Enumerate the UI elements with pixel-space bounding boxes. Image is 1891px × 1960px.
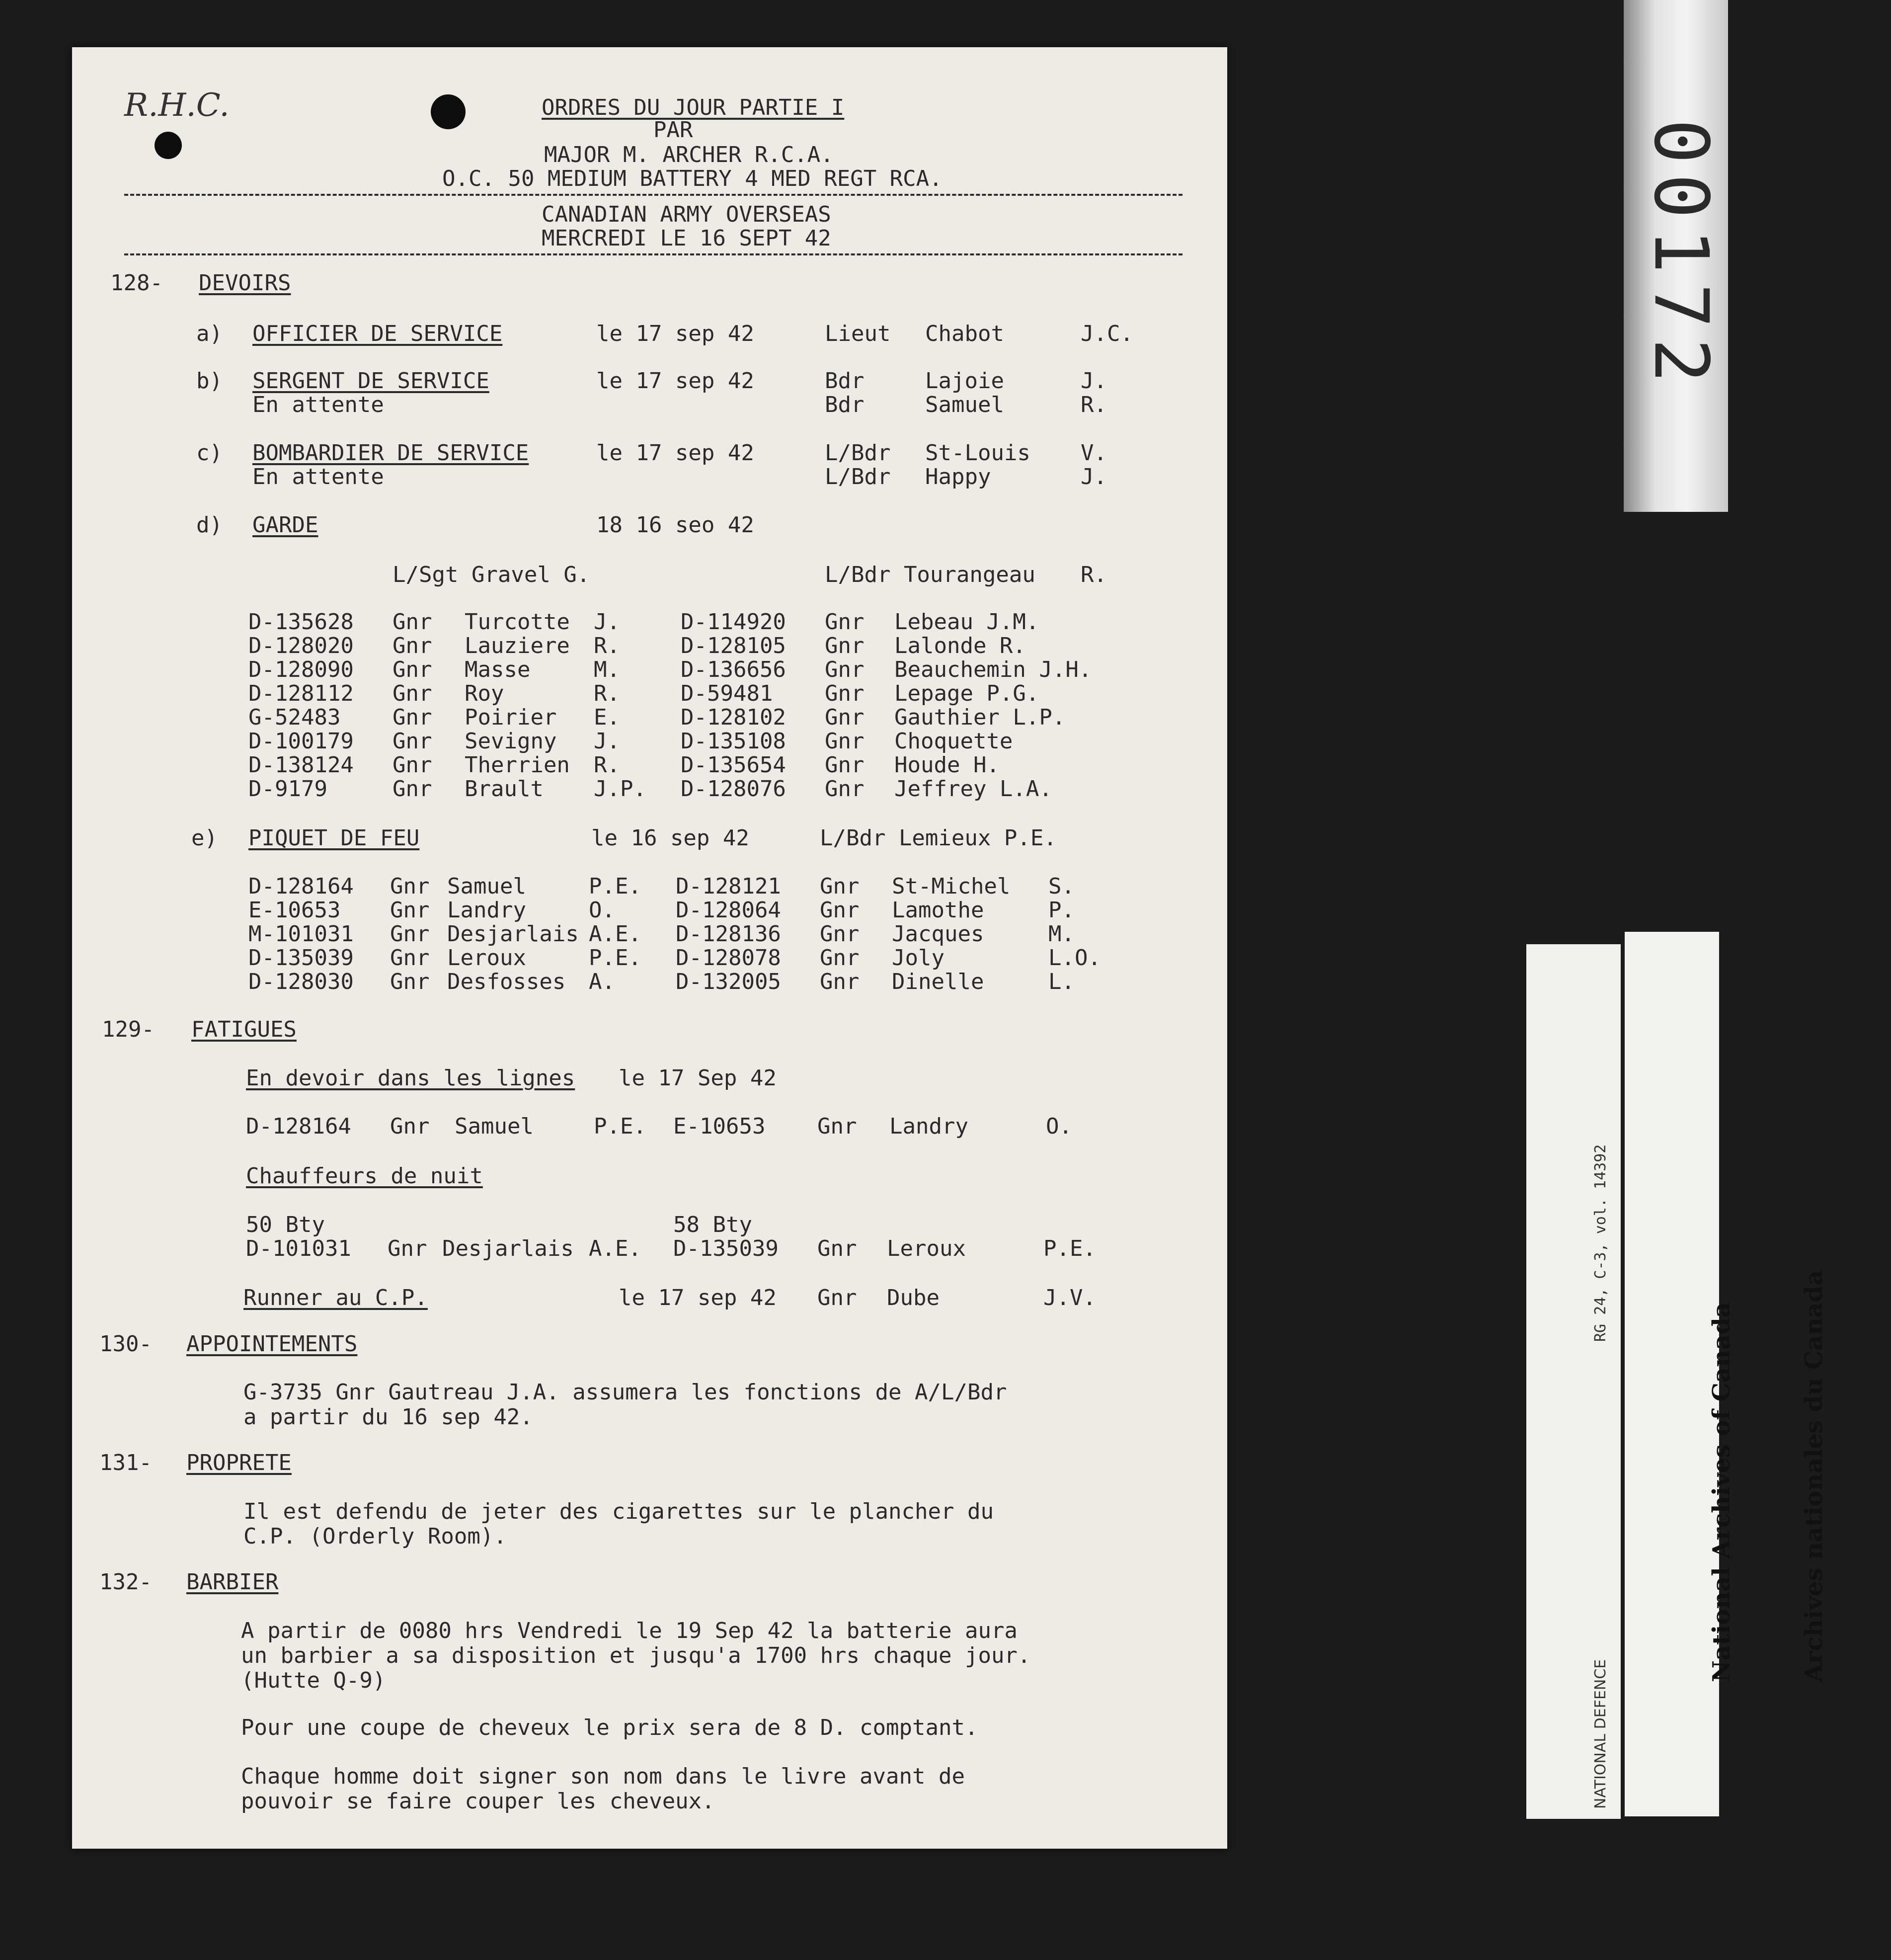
name: Joly [892, 945, 945, 971]
rank: Bdr [825, 368, 865, 394]
rank: Gnr [393, 776, 432, 802]
section-title: DEVOIRS [199, 270, 291, 296]
service-number: D-135654 [681, 752, 786, 778]
subsection-title: Runner au C.P. [243, 1285, 428, 1310]
initials: R. [1081, 392, 1107, 417]
frame-number-text: 00172 [1638, 119, 1725, 393]
punch-hole [155, 132, 182, 159]
item-letter: b) [196, 368, 223, 394]
archives-name [1645, 1210, 1891, 1682]
initials: J. [594, 609, 620, 635]
rank: Gnr [825, 633, 865, 658]
initials: R. [1081, 562, 1107, 587]
rank: Gnr [825, 729, 865, 754]
service-number: D-132005 [676, 969, 781, 994]
name: St-Louis [925, 440, 1030, 466]
body-text: a partir du 16 sep 42. [243, 1404, 533, 1430]
department-line: NATIONAL DEFENCE [1592, 1659, 1609, 1809]
fire-picket-bombardier: L/Bdr Lemieux P.E. [820, 825, 1057, 851]
name: Roy [465, 681, 504, 706]
initials: A.E. [589, 1236, 641, 1261]
service-number: D-128064 [676, 898, 781, 923]
section-title: FATIGUES [191, 1017, 297, 1042]
name: Poirier [465, 705, 557, 730]
service-number: D-128164 [246, 1114, 351, 1139]
name: Happy [925, 464, 991, 490]
initials: P.E. [1043, 1236, 1096, 1261]
name: Samuel [925, 392, 1004, 417]
service-number: G-52483 [248, 705, 341, 730]
item-letter: c) [196, 440, 223, 466]
rank: Bdr [825, 392, 865, 417]
body-text: C.P. (Orderly Room). [243, 1524, 507, 1549]
name: Chabot [925, 321, 1004, 346]
initials: P.E. [594, 1114, 646, 1139]
subsection-title: Chauffeurs de nuit [246, 1163, 483, 1189]
rank: Gnr [390, 969, 430, 994]
name: Dube [887, 1285, 940, 1310]
initials: O. [1046, 1114, 1072, 1139]
name: Choquette [894, 729, 1013, 754]
header-major: MAJOR M. ARCHER R.C.A. [544, 142, 834, 167]
service-number: D-128121 [676, 874, 781, 899]
initials: R. [594, 752, 620, 778]
initials: P. [1048, 898, 1075, 923]
service-number: D-128090 [248, 657, 354, 682]
name: Therrien [465, 752, 570, 778]
body-text: (Hutte Q-9) [241, 1668, 386, 1693]
name: Lebeau J.M. [894, 609, 1039, 635]
item-date: le 17 sep 42 [596, 368, 754, 394]
guard-bombardier: L/Bdr Tourangeau [825, 562, 1035, 587]
item-title: PIQUET DE FEU [248, 825, 420, 851]
section-number: 131- [99, 1450, 152, 1475]
initials: O. [589, 898, 615, 923]
item-title: SERGENT DE SERVICE [252, 368, 489, 394]
section-title: BARBIER [186, 1569, 279, 1595]
name: Houde H. [894, 752, 1000, 778]
battery-label: 58 Bty [673, 1212, 752, 1237]
name: Leroux [887, 1236, 966, 1261]
service-number: D-59481 [681, 681, 773, 706]
name: Gauthier L.P. [894, 705, 1066, 730]
item-date: le 17 sep 42 [596, 440, 754, 466]
service-number: D-128078 [676, 945, 781, 971]
body-text: un barbier a sa disposition et jusqu'a 1700 hrs chaque jour. [241, 1643, 1031, 1668]
item-date: 18 16 seo 42 [596, 512, 754, 538]
initials: A. [589, 969, 615, 994]
initials: R. [594, 681, 620, 706]
initials: A.E. [589, 921, 641, 947]
rank: Gnr [820, 969, 860, 994]
name: Desjarlais [447, 921, 579, 947]
initials: L.O. [1048, 945, 1101, 971]
name: Desfosses [447, 969, 566, 994]
service-number: D-128102 [681, 705, 786, 730]
reference-line: RG 24, C-3, vol. 14392 [1592, 1144, 1609, 1342]
service-number: D-136656 [681, 657, 786, 682]
service-number: D-114920 [681, 609, 786, 635]
name: Lalonde R. [894, 633, 1026, 658]
body-text: A partir de 0080 hrs Vendredi le 19 Sep 42 la batterie aura [241, 1618, 1018, 1643]
service-number: D-135628 [248, 609, 354, 635]
initials: M. [594, 657, 620, 682]
initials: P.E. [589, 874, 641, 899]
standby-label: En attente [252, 392, 384, 417]
divider [124, 194, 1182, 196]
standby-label: En attente [252, 464, 384, 490]
guard-sergeant: L/Sgt Gravel G. [393, 562, 590, 587]
initials: L. [1048, 969, 1075, 994]
item-date: le 16 sep 42 [591, 825, 749, 851]
name: Lamothe [892, 898, 984, 923]
subsection-date: le 17 sep 42 [619, 1285, 777, 1310]
body-text: pouvoir se faire couper les cheveux. [241, 1789, 715, 1814]
subsection-date: le 17 Sep 42 [619, 1065, 777, 1091]
rank: Gnr [390, 874, 430, 899]
body-text: Il est defendu de jeter des cigarettes sur le plancher du [243, 1499, 994, 1524]
header-title: ORDRES DU JOUR PARTIE I [542, 95, 845, 120]
item-letter: e) [191, 825, 218, 851]
name: Dinelle [892, 969, 984, 994]
section-number: 132- [99, 1569, 152, 1595]
initials: J.P. [594, 776, 646, 802]
initials: P.E. [589, 945, 641, 971]
archives-line: National Archives of Canada [1708, 1302, 1735, 1682]
name: Desjarlais [442, 1236, 574, 1261]
rank: Gnr [393, 705, 432, 730]
rank: Gnr [393, 633, 432, 658]
rank: Gnr [393, 752, 432, 778]
name: Beauchemin J.H. [894, 657, 1092, 682]
initials: J.C. [1081, 321, 1133, 346]
initials: J. [1081, 368, 1107, 394]
rank: Gnr [817, 1114, 857, 1139]
rank: Gnr [817, 1285, 857, 1310]
service-number: D-128136 [676, 921, 781, 947]
service-number: D-100179 [248, 729, 354, 754]
item-date: le 17 sep 42 [596, 321, 754, 346]
service-number: M-101031 [248, 921, 354, 947]
name: Sevigny [465, 729, 557, 754]
rank: Gnr [825, 752, 865, 778]
punch-hole [431, 94, 466, 129]
service-number: D-135039 [673, 1236, 779, 1261]
initials: R. [594, 633, 620, 658]
rank: Gnr [825, 681, 865, 706]
rank: Gnr [388, 1236, 427, 1261]
name: St-Michel [892, 874, 1011, 899]
rank: Gnr [390, 898, 430, 923]
header-date: MERCREDI LE 16 SEPT 42 [542, 226, 831, 251]
service-number: D-135108 [681, 729, 786, 754]
section-title: APPOINTEMENTS [186, 1331, 358, 1357]
initials: S. [1048, 874, 1075, 899]
rank: Gnr [820, 874, 860, 899]
handwritten-annotation: R.H.C. [124, 87, 230, 124]
rank: Gnr [817, 1236, 857, 1261]
rank: Gnr [825, 705, 865, 730]
service-number: D-138124 [248, 752, 354, 778]
service-number: D-9179 [248, 776, 327, 802]
header-location: CANADIAN ARMY OVERSEAS [542, 202, 831, 227]
initials: M. [1048, 921, 1075, 947]
section-number: 129- [102, 1017, 155, 1042]
initials: V. [1081, 440, 1107, 466]
rank: Gnr [825, 657, 865, 682]
service-number: D-128076 [681, 776, 786, 802]
name: Landry [447, 898, 526, 923]
rank: Gnr [393, 609, 432, 635]
rank: Gnr [390, 945, 430, 971]
body-text: Pour une coupe de cheveux le prix sera de 8 D. comptant. [241, 1715, 978, 1740]
initials: E. [594, 705, 620, 730]
header-par: PAR [653, 117, 693, 143]
section-number: 128- [110, 270, 163, 296]
section-number: 130- [99, 1331, 152, 1357]
rank: Gnr [820, 921, 860, 947]
battery-label: 50 Bty [246, 1212, 325, 1237]
name: Masse [465, 657, 531, 682]
service-number: D-128112 [248, 681, 354, 706]
initials: J.V. [1043, 1285, 1096, 1310]
frame-number [1638, 20, 1725, 492]
subsection-title: En devoir dans les lignes [246, 1065, 575, 1091]
archives-label [1625, 932, 1828, 1816]
name: Samuel [455, 1114, 534, 1139]
initials: J. [1081, 464, 1107, 490]
name: Jeffrey L.A. [894, 776, 1052, 802]
service-number: D-128020 [248, 633, 354, 658]
name: Turcotte [465, 609, 570, 635]
rank: Gnr [393, 657, 432, 682]
rank: Gnr [825, 776, 865, 802]
service-number: D-128105 [681, 633, 786, 658]
section-title: PROPRETE [186, 1450, 292, 1475]
service-number: D-128164 [248, 874, 354, 899]
rank: Gnr [390, 921, 430, 947]
rank: L/Bdr [825, 440, 891, 466]
rank: Gnr [820, 945, 860, 971]
body-text: G-3735 Gnr Gautreau J.A. assumera les fonctions de A/L/Bdr [243, 1380, 1007, 1405]
item-title: OFFICIER DE SERVICE [252, 321, 503, 346]
rank: L/Bdr [825, 464, 891, 490]
name: Brault [465, 776, 544, 802]
name: Lajoie [925, 368, 1004, 394]
name: Samuel [447, 874, 526, 899]
name: Lauziere [465, 633, 570, 658]
reference-label [1526, 944, 1621, 1819]
service-number: D-101031 [246, 1236, 351, 1261]
item-title: GARDE [252, 512, 318, 538]
header-unit: O.C. 50 MEDIUM BATTERY 4 MED REGT RCA. [442, 166, 943, 191]
service-number: E-10653 [673, 1114, 766, 1139]
name: Jacques [892, 921, 984, 947]
item-letter: d) [196, 512, 223, 538]
rank: Gnr [393, 729, 432, 754]
rank: Gnr [820, 898, 860, 923]
body-text: Chaque homme doit signer son nom dans le livre avant de [241, 1764, 965, 1789]
divider [124, 253, 1182, 255]
archives-line: Archives nationales du Canada [1800, 1270, 1828, 1682]
name: Lepage P.G. [894, 681, 1039, 706]
rank: Gnr [393, 681, 432, 706]
rank: Lieut [825, 321, 891, 346]
service-number: D-135039 [248, 945, 354, 971]
item-letter: a) [196, 321, 223, 346]
item-title: BOMBARDIER DE SERVICE [252, 440, 529, 466]
rank: Gnr [390, 1114, 430, 1139]
initials: J. [594, 729, 620, 754]
name: Landry [889, 1114, 968, 1139]
service-number: E-10653 [248, 898, 341, 923]
rank: Gnr [825, 609, 865, 635]
service-number: D-128030 [248, 969, 354, 994]
name: Leroux [447, 945, 526, 971]
